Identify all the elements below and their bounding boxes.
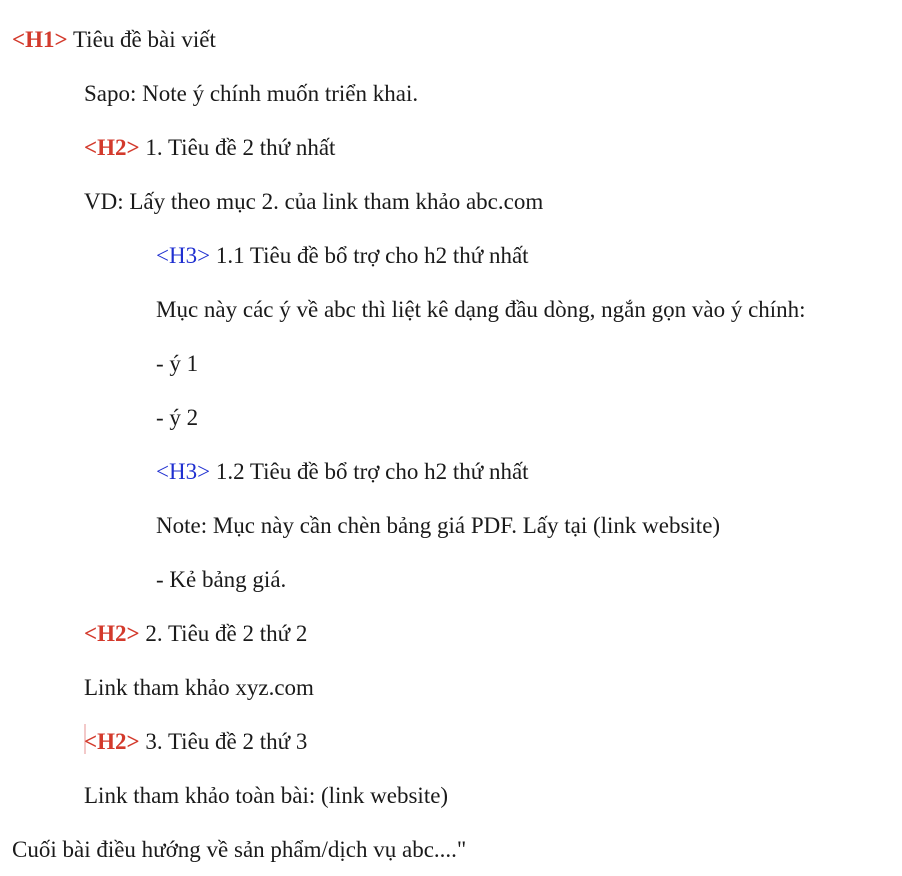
bullet-item-1: - ý 1 [156,351,199,376]
note-text: Note: Mục này cần chèn bảng giá PDF. Lấy tại (link website) [156,513,721,538]
muc-text: Mục này các ý về abc thì liệt kê dạng đầu dòng, ngắn gọn vào ý chính: [156,297,806,322]
h3-text: 1.1 Tiêu đề bổ trợ cho h2 thứ nhất [210,243,529,268]
h2-heading-3 [84,728,307,756]
ke-bang-gia-text: - Kẻ bảng giá. [156,567,287,592]
h3-tag: <H3> [156,459,211,484]
h1-text: Tiêu đề bài viết [67,27,216,52]
vd-text: VD: Lấy theo mục 2. của link tham khảo abc.com [84,189,544,214]
h3-tag: <H3> [156,243,211,268]
link-xyz-text: Link tham khảo xyz.com [84,675,314,700]
bullet-item-2: - ý 2 [156,405,199,430]
h2-text: 2. Tiêu đề 2 thứ 2 [139,621,308,646]
h2-text: 1. Tiêu đề 2 thứ nhất [139,135,336,160]
h2-tag: <H2> [84,135,140,160]
h3-heading-1 [156,242,529,270]
h3-heading-2 [156,458,529,486]
link-all-text: Link tham khảo toàn bài: (link website) [84,783,449,808]
h2-heading-1 [84,134,335,162]
h2-heading-2 [84,620,307,648]
h2-tag: <H2> [84,621,140,646]
h2-tag: <H2> [84,729,140,754]
sapo-text: Sapo: Note ý chính muốn triển khai. [84,81,419,106]
h1-tag: <H1> [12,27,68,52]
h3-text: 1.2 Tiêu đề bổ trợ cho h2 thứ nhất [210,459,529,484]
h2-text: 3. Tiêu đề 2 thứ 3 [139,729,308,754]
closing-text: Cuối bài điều hướng về sản phẩm/dịch vụ abc...." [12,837,467,862]
h1-heading [12,26,216,54]
